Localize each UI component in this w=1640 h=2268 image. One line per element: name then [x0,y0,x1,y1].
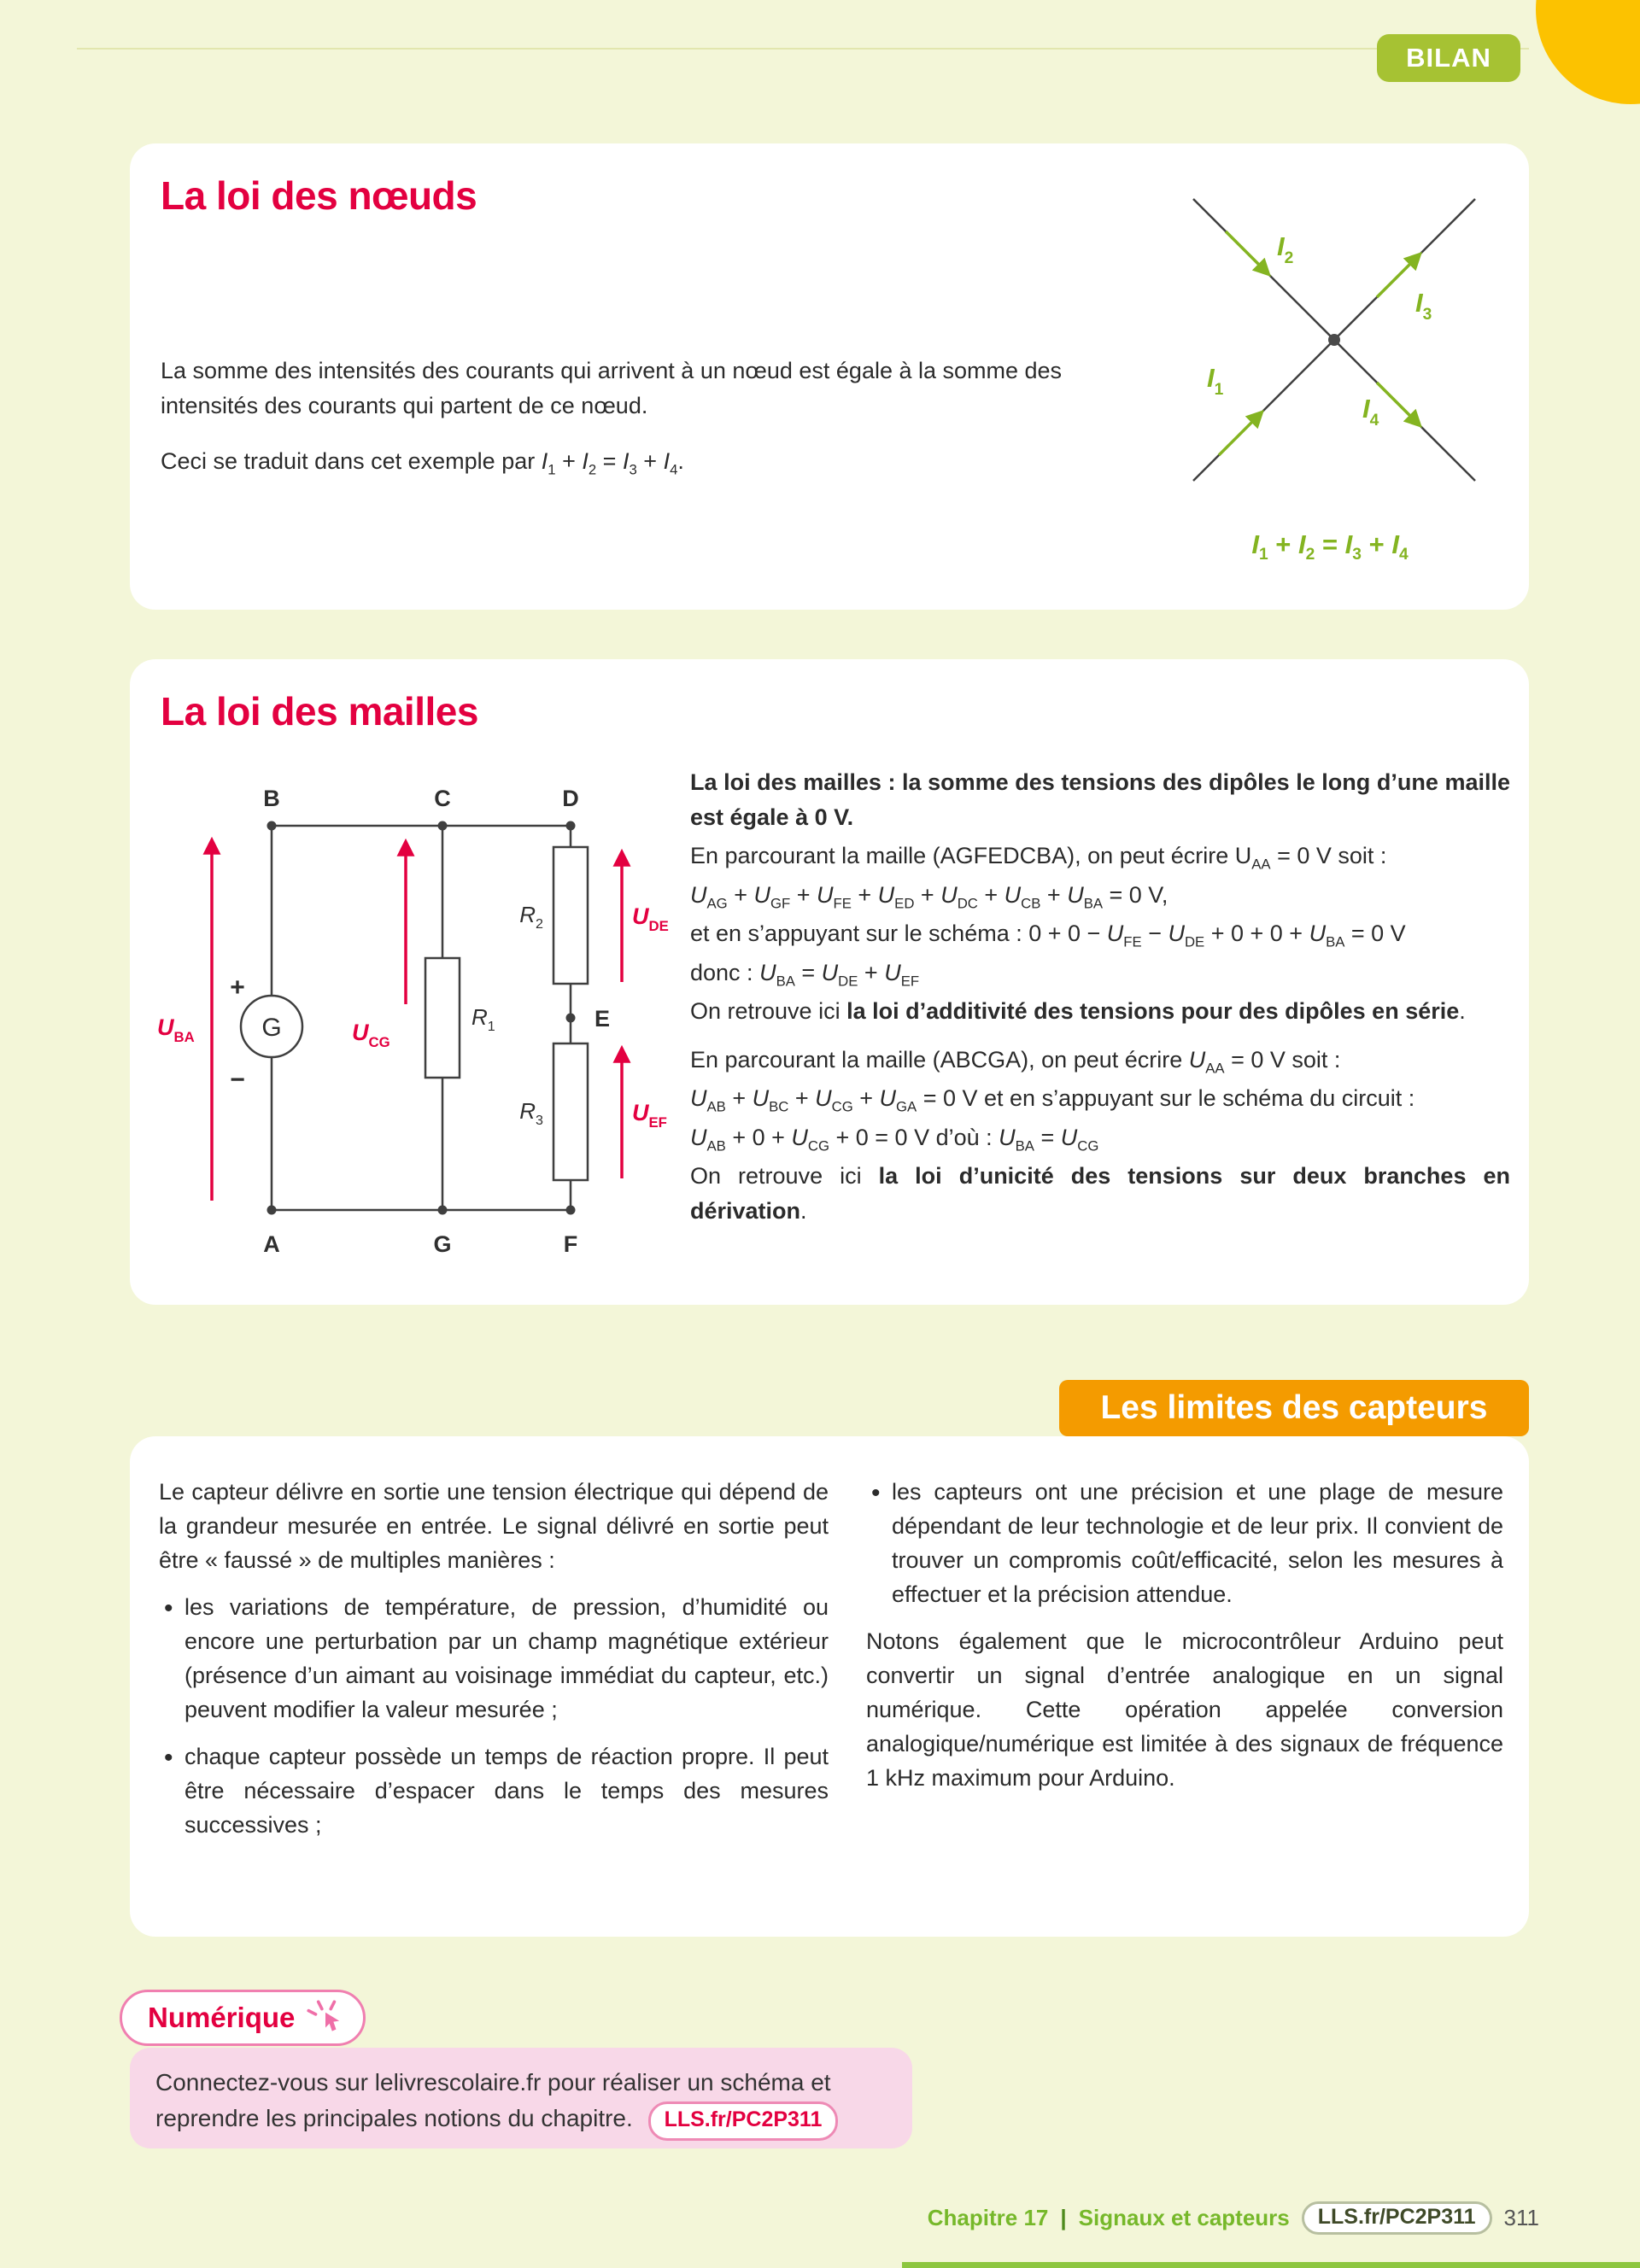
current-arrows [1219,231,1420,455]
card-loi-des-noeuds [130,143,1529,610]
bullet-item: • chaque capteur possède un temps de réaction propre. Il peut être nécessaire d’espacer dans le temps des mesures successives ; [159,1740,829,1843]
bilan-label: BILAN [1406,43,1491,73]
footer-chapter: Chapitre 17 [927,2205,1049,2230]
noeuds-example-line: Ceci se traduit dans cet exemple par $I_1 + I_2 = I_3 + I_4$. [161,448,684,478]
capteurs-section-header [1059,1380,1529,1436]
capteurs-right-column [866,1476,1503,1796]
capteurs-title: Les limites des capteurs [1100,1389,1488,1426]
node-label-e: E [594,1006,611,1032]
numerique-badge [120,1990,366,2046]
label-i2: $I_2$ [1277,231,1294,267]
card-limites-des-capteurs [130,1436,1529,1937]
footer-separator: | [1060,2205,1067,2230]
bullet-item: • les variations de température, de pression, d’humidité ou encore une perturbation par un champ magnétique extérieur (présence d’un aimant au voisinage immédiat du capteur, etc.) peuvent modifier la valeur mesurée ; [159,1591,829,1727]
current-arrow-i1 [1219,412,1262,455]
bullet-item: • les capteurs ont une précision et une plage de mesure dépendant de leur technologie et de leur prix. Il convient de trouver un compromis coût/efficacité, selon les mesures à effectuer et la précision attendue. [866,1476,1503,1612]
mailles-paragraph: La loi des mailles : la somme des tensions des dipôles le long d’une maille est égale à 0 V. [690,769,1510,830]
noeuds-paragraph: La somme des intensités des courants qui arrivent à un nœud est égale à la somme des intensités des courants qui partent de ce nœud. [161,358,1063,418]
label-uba: $U_{BA}$ [157,1014,195,1045]
capteurs-intro: Le capteur délivre en sortie une tension électrique qui dépend de la grandeur mesurée en entrée. Le signal délivré en sortie peut être « faussé » de multiples manières : [159,1479,829,1573]
plus-sign: + [230,973,245,1002]
node-label-f: F [563,1231,578,1257]
noeuds-title: La loi des nœuds [161,173,477,218]
top-divider [77,48,1529,50]
current-arrow-i3 [1377,254,1420,297]
lls-link-button[interactable]: LLS.fr/PC2P311 [648,2101,839,2141]
capteurs-bullet-list-left [159,1591,829,1843]
label-i3: $I_3$ [1415,288,1432,324]
node-law-equation: $I_1 + I_2 = I_3 + I_4$ [1251,529,1409,564]
circuit-wires [272,826,571,1210]
mailles-paragraph: donc : $U_{BA} = U_{DE} + U_{EF}$ [690,959,920,989]
mailles-paragraph: En parcourant la maille (ABCGA), on peut écrire $U_{AA} = 0$ V soit : [690,1046,1341,1076]
bilan-badge [1377,34,1520,82]
node-label-b: B [263,786,280,811]
node-dot [1328,334,1340,346]
numerique-text [155,2065,887,2141]
node-label-a: A [263,1231,280,1257]
circuit-nodes [267,821,576,1215]
numerique-box [130,2048,912,2148]
click-icon [303,1996,348,2040]
current-arrow-i2 [1226,231,1268,274]
numerique-text-content: Connectez-vous sur lelivrescolaire.fr pour réaliser un schéma et reprendre les principales notions du chapitre. [155,2069,831,2131]
footer-lls-link[interactable]: LLS.fr/PC2P311 [1302,2201,1492,2235]
node-label-c: C [434,786,451,811]
generator-label: G [261,1014,282,1042]
label-i1: $I_1$ [1207,363,1224,399]
label-r2: $R_2$ [519,902,543,932]
minus-sign: − [230,1066,245,1094]
resistor-r2 [554,847,588,984]
current-arrow-i4 [1377,383,1420,425]
mailles-paragraph: En parcourant la maille (AGFEDCBA), on peut écrire $U_{AA} = 0$ V soit : [690,843,1387,873]
node-label-d: D [562,786,579,811]
mailles-text-column [690,765,1510,1232]
label-ucg: $U_{CG}$ [352,1020,390,1050]
label-i4: $I_4$ [1362,394,1379,430]
footer-book-title: Signaux et capteurs [1078,2205,1290,2230]
page-footer [928,2201,1539,2235]
mailles-paragraph: $U_{AB} + 0 + U_{CG} + 0 = 0$ V d’où : $U_{BA} = U_{CG}$ [690,1124,1099,1154]
resistors [425,847,588,1180]
current-node-diagram [1133,182,1526,523]
mailles-paragraph: On retrouve ici la loi d’additivité des tensions pour des dipôles en série. [690,998,1466,1024]
resistor-r3 [554,1043,588,1180]
mailles-title: La loi des mailles [161,689,478,734]
mailles-paragraph: $U_{AB} + U_{BC} + U_{CG} + U_{GA} = 0$ V et en s’appuyant sur le schéma du circuit : [690,1085,1415,1115]
mailles-paragraph: On retrouve ici la loi d’unicité des tensions sur deux branches en dérivation. [690,1163,1510,1224]
capteurs-note: Notons également que le microcontrôleur Arduino peut convertir un signal d’entrée analogique en un signal numérique. Cette opération appelée conversion analogique/numérique est limitée à des signaux de fréquence 1 kHz maximum pour Arduino. [866,1628,1503,1791]
label-r3: $R_3$ [519,1098,543,1128]
node-label-g: G [433,1231,452,1257]
label-uef: $U_{EF}$ [632,1100,667,1131]
label-ude: $U_{DE}$ [632,903,669,934]
corner-decoration [1536,0,1640,104]
mailles-paragraph: $U_{AG} + U_{GF} + U_{FE} + U_{ED} + U_{DC} + U_{CB} + U_{BA} = 0$ V, [690,881,1168,911]
capteurs-left-column [159,1476,829,1843]
card-loi-des-mailles [130,659,1529,1305]
page-number: 311 [1503,2205,1539,2230]
numerique-label: Numérique [148,2002,296,2033]
resistor-r1 [425,958,460,1078]
label-r1: $R_1$ [472,1004,495,1034]
capteurs-bullet-list-right [866,1476,1503,1612]
mesh-circuit-diagram [154,755,683,1267]
mailles-paragraph: et en s’appuyant sur le schéma : $0 + 0 - U_{FE} - U_{DE} + 0 + 0 + U_{BA} = 0$ V [690,921,1406,950]
bottom-edge-decoration [902,2262,1640,2268]
